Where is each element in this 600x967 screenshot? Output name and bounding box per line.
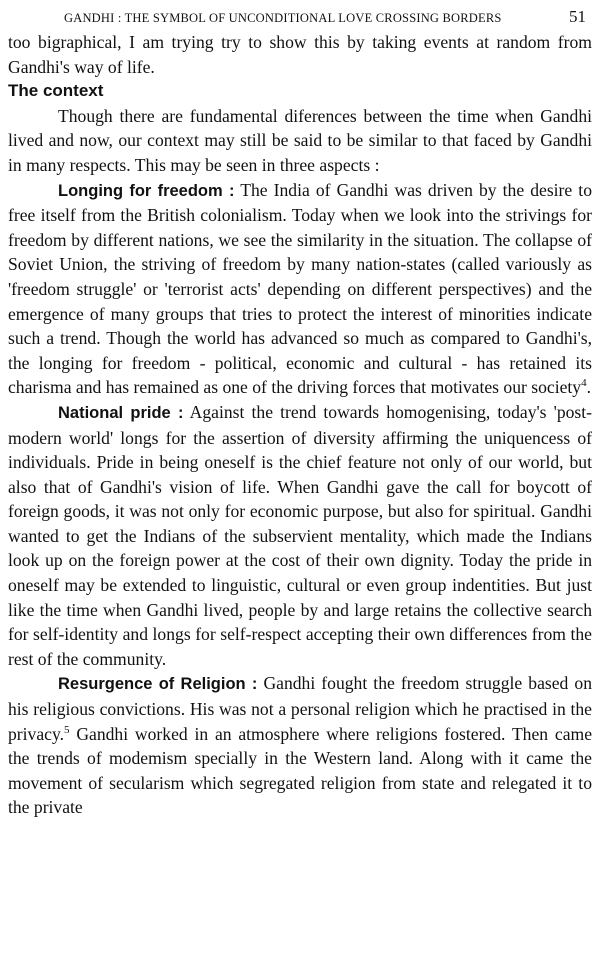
footnote-marker: 4 [581, 377, 587, 390]
running-head-title: GANDHI : THE SYMBOL OF UNCONDITIONAL LOVE CROSSING BORDERS [64, 11, 502, 25]
paragraph-body: Gandhi fought the freedom struggle based on his religious convictions. His was not a personal religion which he practised in the privacy. [8, 673, 593, 744]
page-number: 51 [569, 7, 586, 26]
running-head [64, 4, 586, 30]
footnote-marker: 5 [64, 723, 70, 736]
paragraph-lead: Resurgence of Religion : [58, 675, 258, 694]
body-text [8, 30, 592, 820]
paragraph-intro: Though there are fundamental diferences between the time when Gandhi lived and now, our context may still be said to be similar to that faced by Gandhi in many respects. This may be seen in three aspects : [8, 105, 592, 175]
paragraph-body: Against the trend towards homogenising, today's 'post-modern world' longs for the assertion of diversity affirming the uniquencess of individuals. Pride in being oneself is the chief feature not only of our world, but also that of Gandhi's vision of life. When Gandhi gave the call for boycott of foreign goods, it was not only for economic purpose, but also for spiritual. Gandhi wanted to get the Indians of the subservient mentality, which made the Indians look up on the foreign power at the cost of their own dignity. Today the pride in oneself may be extended to linguistic, cultural or even group indentities. But just like the time when Gandhi lived, people by and large retains the collective search for self-identity and longs for self-respect accepting their own differences from the rest of the community. [8, 401, 593, 669]
paragraph-end: . [586, 377, 591, 398]
paragraph-body-continued: Gandhi worked in an atmosphere where religions fostered. Then came the trends of modemism specially in the Western land. Along with it came the movement of secularism which segregated religion from state and relegated it to the private [8, 723, 592, 818]
section-heading: The context [8, 81, 104, 101]
paragraph-resurgence-of-religion [8, 671, 592, 820]
paragraph-lead: National pride : [58, 403, 184, 422]
paragraph-lead: Longing for freedom : [58, 181, 235, 200]
paragraph-continuation: too bigraphical, I am trying try to show this by taking events at random from Gandhi's way of life. [8, 32, 592, 77]
paragraph-body: The India of Gandhi was driven by the desire to free itself from the British colonialism. Today when we look into the strivings for freedom by different nations, we see the similarity in the situation. The collapse of Soviet Union, the striving of freedom by many nation-states (called variously as 'freedom struggle' or 'terrorist acts' depending on different perspectives) and the emergence of many groups that tries to protect the interest of minorities indicate such a trend. Though the world has advanced so much as compared to Gandhi's, the longing for freedom - political, economic and cultural - has retained its charisma and has remained as one of the driving forces that motivates our society [8, 179, 592, 398]
paragraph-longing-for-freedom [8, 178, 592, 400]
paragraph-national-pride [8, 400, 592, 672]
